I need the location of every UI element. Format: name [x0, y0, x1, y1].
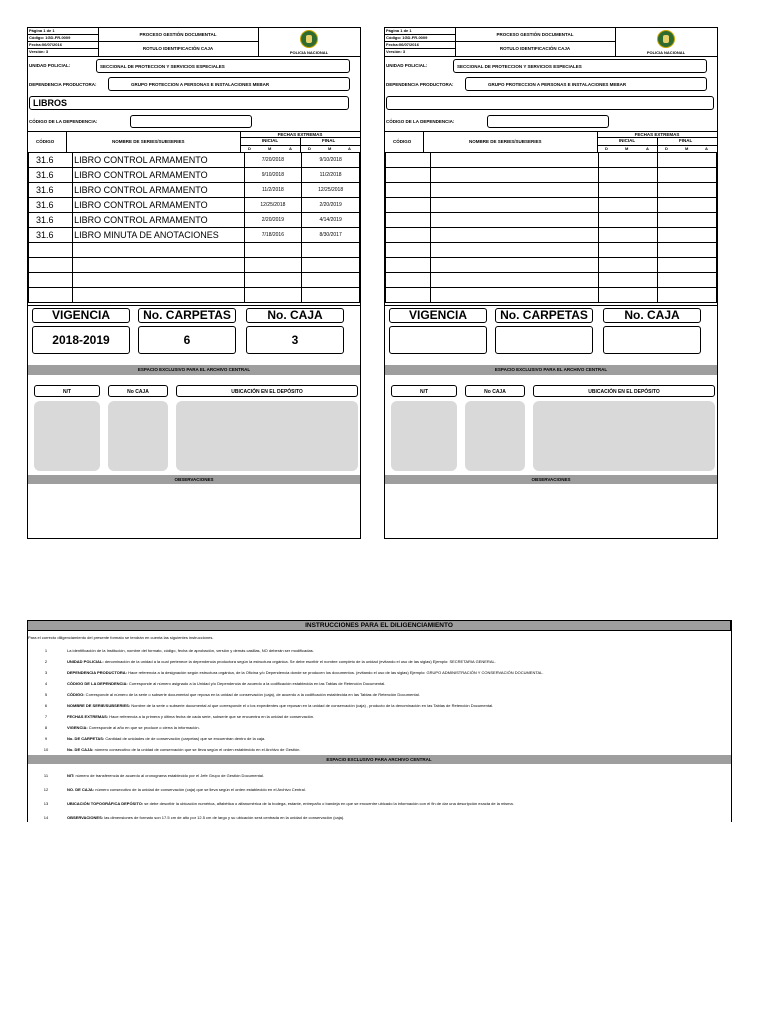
instruction-body: Cantidad de unidades de de conservación (carpetas) que se encuentran dentro de la caja.	[104, 736, 266, 741]
instruction-label: NO. DE CAJA:	[67, 787, 95, 792]
nocaja-value-box[interactable]	[465, 401, 525, 471]
dma-d: D	[308, 146, 311, 151]
unidad-field[interactable]	[96, 59, 350, 73]
instructions-intro: Para el correcto diligenciamiento del presente formato se tendrán en cuenta las siguientes instrucciones.	[28, 635, 214, 640]
instruction-text	[67, 670, 731, 675]
table-row	[29, 288, 360, 303]
row-codigo[interactable]	[386, 243, 431, 258]
col-inicial: INICIAL	[618, 138, 636, 143]
table-row	[386, 228, 717, 243]
instruction-body: Corresponde al número de la serie o subserie documental que reposa en la unidad de conservación (caja), de acuerdo a la codificación establecida en las Tablas de Retención Documental.	[84, 692, 420, 697]
instruction-label: No. DE CAJA:	[67, 747, 94, 752]
instructions-right-border	[731, 620, 732, 822]
table-row	[29, 228, 360, 243]
col-divider	[657, 138, 658, 152]
meta-page: Página 1 de 1	[385, 28, 455, 35]
nocaja-value-box[interactable]	[108, 401, 168, 471]
col-divider	[66, 132, 67, 152]
row-final[interactable]	[657, 153, 716, 168]
instruction-text	[67, 692, 731, 697]
instruction-body: Hace referencia a la primera y última fecha de cada serie, subserie que se encuentra en la unidad de conservación.	[108, 714, 315, 719]
police-seal-icon	[657, 30, 675, 48]
col-final: FINAL	[679, 138, 693, 143]
dma-d: D	[605, 146, 608, 151]
observaciones-bar: OBSERVACIONES	[385, 475, 717, 484]
instruction-text	[67, 801, 731, 806]
instruction-number: 10	[43, 747, 49, 752]
row-final[interactable]: 12/25/2018	[302, 183, 360, 198]
table-bottom-divider	[385, 305, 717, 306]
table-row	[29, 213, 360, 228]
ubicacion-value-box[interactable]	[533, 401, 715, 471]
col-nombre: NOMBRE DE SERIES/SUBSERIES	[112, 139, 185, 144]
dma-a: A	[646, 146, 649, 151]
row-nombre[interactable]: LIBRO CONTROL ARMAMENTO	[73, 168, 244, 183]
instruction-body: se debe describir la ubicación numérica, alfabética o alfanumérica de la bodega, estante, entrepaño o bandeja en que se encuentre ubicado la información con el fin de dar una descripción exacta de la misma.	[143, 801, 514, 806]
table-row	[386, 273, 717, 288]
form-meta	[385, 28, 456, 56]
row-codigo[interactable]	[386, 273, 431, 288]
instructions-section	[27, 620, 731, 822]
instruction-body: Hace referencia a la designación según estructura orgánica, de la Oficina y/o Dependencia donde se producen los documentos. (evitando el uso de las siglas) Ejemplo: GRUPO ADMINISTRACIÓN Y CONSERVACIÓN DOCUMENTAL.	[127, 670, 544, 675]
row-nombre[interactable]	[430, 273, 598, 288]
instruction-text	[67, 773, 731, 778]
row-final[interactable]	[657, 183, 716, 198]
ubicacion-label: UBICACIÓN EN EL DEPÓSITO	[588, 389, 660, 395]
row-final[interactable]: 4/14/2019	[302, 213, 360, 228]
vigencia-value[interactable]	[389, 326, 487, 354]
row-final[interactable]	[657, 243, 716, 258]
form-header	[385, 28, 717, 56]
table-row	[29, 273, 360, 288]
instruction-body: número consecutivo de la unidad de conservación (caja) que se lleva según el orden establecido en el Archivo Central.	[94, 787, 306, 792]
row-inicial[interactable]	[598, 228, 657, 243]
instruction-number: 6	[44, 703, 48, 708]
instruction-label: UBICACIÓN TOPOGRÁFICA DEPÓSITO:	[67, 801, 144, 806]
instruction-label: FECHAS EXTREMAS:	[67, 714, 109, 719]
nt-value-box[interactable]	[391, 401, 457, 471]
row-codigo[interactable]: 31.6	[29, 228, 73, 243]
instruction-text	[67, 736, 731, 741]
table-header	[28, 131, 360, 153]
table-row	[386, 183, 717, 198]
form-title: ROTULO IDENTIFICACIÓN CAJA	[142, 46, 214, 51]
logo-text: POLICIA NACIONAL	[646, 50, 686, 55]
instruction-label: UNIDAD POLICIAL:	[67, 659, 104, 664]
dependencia-value: GRUPO PROTECCION A PERSONAS E INSTALACIONES MEBAR	[131, 82, 270, 87]
logo-text: POLICIA NACIONAL	[289, 50, 329, 55]
instruction-number: 5	[44, 692, 48, 697]
series-table	[28, 152, 360, 303]
dependencia-field[interactable]	[465, 77, 707, 91]
row-final[interactable]: 2/20/2019	[302, 198, 360, 213]
form-titles	[98, 28, 259, 56]
row-nombre[interactable]	[430, 213, 598, 228]
row-codigo[interactable]	[386, 198, 431, 213]
label-form-right	[384, 27, 718, 539]
instruction-label: NIT:	[67, 773, 75, 778]
dma-m: M	[268, 146, 272, 151]
dma-a: A	[348, 146, 351, 151]
row-nombre[interactable]: LIBRO MINUTA DE ANOTACIONES	[73, 228, 244, 243]
row-inicial[interactable]	[598, 213, 657, 228]
row-final[interactable]: 9/10/2018	[302, 153, 360, 168]
dma-d: D	[248, 146, 251, 151]
instruction-number: 14	[43, 815, 49, 820]
instruction-text	[67, 681, 731, 686]
caja-label: No. CAJA	[603, 308, 701, 323]
instruction-number: 11	[43, 773, 49, 778]
row-codigo[interactable]	[386, 183, 431, 198]
row-final[interactable]	[302, 258, 360, 273]
codigo-dependencia-label: CÓDIGO DE LA DEPENDENCIA:	[29, 119, 98, 124]
row-codigo[interactable]: 31.6	[29, 153, 73, 168]
row-nombre[interactable]	[430, 228, 598, 243]
instruction-body: Corresponde al número asignado a la Unidad y/o Dependencia de acuerdo a la codificación establecida en las Tablas de Retención Documental.	[127, 681, 386, 686]
observaciones-area[interactable]	[385, 484, 717, 538]
instruction-number: 2	[44, 659, 48, 664]
header-divider	[385, 56, 717, 57]
codigo-dependencia-field[interactable]	[487, 115, 609, 128]
row-nombre[interactable]	[430, 288, 598, 303]
instruction-number: 12	[43, 787, 49, 792]
form-header	[28, 28, 360, 56]
row-codigo[interactable]	[386, 258, 431, 273]
series-table	[385, 152, 717, 303]
col-nombre: NOMBRE DE SERIES/SUBSERIES	[469, 139, 542, 144]
meta-version: Versión: 3	[386, 49, 406, 54]
row-inicial[interactable]	[244, 288, 302, 303]
instruction-number: 9	[44, 736, 48, 741]
row-nombre[interactable]	[73, 258, 244, 273]
row-final[interactable]	[302, 288, 360, 303]
instructions-left-border	[27, 620, 28, 822]
instruction-text	[67, 714, 731, 719]
caja-value[interactable]	[603, 326, 701, 354]
row-inicial[interactable]	[598, 153, 657, 168]
instruction-body: Nombre de la serie o subserie documental al que corresponde el o los expedientes que reposan en la unidad de conservación (caja) , producto de la denominación en las Tablas de Retención Documental.	[130, 703, 494, 708]
table-row	[29, 183, 360, 198]
instruction-label: NOMBRE DE SERIE/SUBSERIES:	[67, 703, 131, 708]
unidad-label: UNIDAD POLICIAL:	[29, 63, 71, 68]
row-inicial[interactable]	[598, 288, 657, 303]
nt-label: N/T	[419, 389, 429, 395]
col-codigo: CÓDIGO	[393, 139, 412, 144]
row-nombre[interactable]: LIBRO CONTROL ARMAMENTO	[73, 183, 244, 198]
row-codigo[interactable]	[29, 243, 73, 258]
row-codigo[interactable]	[386, 288, 431, 303]
row-nombre[interactable]	[430, 258, 598, 273]
col-inicial: INICIAL	[261, 138, 279, 143]
instruction-body: La identificación de la Institución, nombre del formato, código, fecha de aprobación, versión y demás casillas, NO deberán ser modificadas.	[67, 648, 314, 653]
instruction-text	[67, 787, 731, 792]
codigo-dependencia-label: CÓDIGO DE LA DEPENDENCIA:	[386, 119, 455, 124]
instruction-label: CÓDIGO DE LA DEPENDENCIA:	[67, 681, 128, 686]
table-row	[386, 168, 717, 183]
row-inicial[interactable]: 2/20/2019	[244, 213, 302, 228]
dma-d: D	[665, 146, 668, 151]
row-inicial[interactable]	[598, 183, 657, 198]
observaciones-area[interactable]	[28, 484, 360, 538]
instruction-text	[67, 815, 731, 820]
nocaja-label: No CAJA	[127, 389, 149, 395]
unidad-value: SECCIONAL DE PROTECCION Y SERVICIOS ESPECIALES	[457, 64, 582, 69]
row-nombre[interactable]	[430, 168, 598, 183]
dependencia-label: DEPENDENCIA PRODUCTORA:	[29, 82, 97, 87]
unidad-field[interactable]	[453, 59, 707, 73]
dependencia-value: GRUPO PROTECCION A PERSONAS E INSTALACIONES MEBAR	[488, 82, 627, 87]
meta-code: Código: 1GD-FR-0009	[385, 35, 455, 42]
row-nombre[interactable]: LIBRO CONTROL ARMAMENTO	[73, 153, 244, 168]
unidad-value: SECCIONAL DE PROTECCION Y SERVICIOS ESPECIALES	[100, 64, 225, 69]
row-nombre[interactable]	[73, 288, 244, 303]
row-codigo[interactable]: 31.6	[29, 183, 73, 198]
instruction-text	[67, 747, 731, 752]
row-inicial[interactable]	[244, 243, 302, 258]
row-final[interactable]: 8/30/2017	[302, 228, 360, 243]
process-title: PROCESO GESTIÓN DOCUMENTAL	[98, 28, 258, 42]
table-row	[29, 198, 360, 213]
table-bottom-divider	[28, 305, 360, 306]
carpetas-value[interactable]: 6	[138, 326, 236, 354]
row-final[interactable]	[657, 288, 716, 303]
caja-label: No. CAJA	[246, 308, 344, 323]
row-codigo[interactable]	[29, 258, 73, 273]
row-codigo[interactable]	[386, 228, 431, 243]
vigencia-label: VIGENCIA	[32, 308, 130, 323]
meta-date: Fecha:06/07/2016	[385, 42, 455, 49]
row-nombre[interactable]	[430, 198, 598, 213]
instruction-label: DEPENDENCIA PRODUCTORA:	[67, 670, 128, 675]
row-codigo[interactable]: 31.6	[29, 213, 73, 228]
row-codigo[interactable]	[29, 273, 73, 288]
row-final[interactable]	[657, 213, 716, 228]
dma-m: M	[685, 146, 689, 151]
ubicacion-field[interactable]	[176, 385, 358, 397]
carpetas-value[interactable]	[495, 326, 593, 354]
row-final[interactable]	[657, 168, 716, 183]
table-row	[29, 153, 360, 168]
row-codigo[interactable]	[386, 153, 431, 168]
row-inicial[interactable]: 7/18/2016	[244, 228, 302, 243]
instruction-number: 3	[44, 670, 48, 675]
col-codigo: CÓDIGO	[36, 139, 55, 144]
row-inicial[interactable]	[244, 258, 302, 273]
archivo-central-bar: ESPACIO EXCLUSIVO PARA EL ARCHIVO CENTRAL	[28, 365, 360, 375]
instruction-text	[67, 648, 731, 653]
instruction-body: denominación de la unidad a la cual pertenece la dependencia productora según la estructura orgánica. Se debe escribir el nombre completo de la unidad (evitando el uso de las siglas) Ejemplo: SECRETARIA GENERAL.	[103, 659, 496, 664]
row-codigo[interactable]	[29, 288, 73, 303]
archivo-central-bar: ESPACIO EXCLUSIVO PARA EL ARCHIVO CENTRAL	[385, 365, 717, 375]
series-title-field[interactable]	[386, 96, 714, 110]
row-inicial[interactable]	[244, 273, 302, 288]
codigo-dependencia-field[interactable]	[130, 115, 252, 128]
instruction-text	[67, 659, 731, 664]
header-divider	[28, 56, 360, 57]
table-row	[29, 243, 360, 258]
form-meta	[28, 28, 99, 56]
dma-m: M	[625, 146, 629, 151]
row-final[interactable]: 11/2/2018	[302, 168, 360, 183]
row-nombre[interactable]	[73, 243, 244, 258]
row-codigo[interactable]	[386, 168, 431, 183]
instruction-label: VIGENCIA:	[67, 725, 88, 730]
carpetas-label: No. CARPETAS	[495, 308, 593, 323]
row-nombre[interactable]: LIBRO CONTROL ARMAMENTO	[73, 213, 244, 228]
dependencia-field[interactable]	[108, 77, 350, 91]
col-fechas: FECHAS EXTREMAS	[277, 132, 323, 137]
instructions-archivo-central-bar: ESPACIO EXCLUSIVO PARA ARCHIVO CENTRAL	[27, 755, 731, 764]
table-row	[29, 168, 360, 183]
row-codigo[interactable]: 31.6	[29, 198, 73, 213]
instruction-text	[67, 703, 731, 708]
table-row	[29, 258, 360, 273]
instruction-body: Corresponde al año en que se produce o cierra la información.	[87, 725, 200, 730]
row-nombre[interactable]: LIBRO CONTROL ARMAMENTO	[73, 198, 244, 213]
row-codigo[interactable]: 31.6	[29, 168, 73, 183]
nt-value-box[interactable]	[34, 401, 100, 471]
ubicacion-field[interactable]	[533, 385, 715, 397]
meta-page: Página 1 de 1	[28, 28, 98, 35]
carpetas-label: No. CARPETAS	[138, 308, 236, 323]
row-final[interactable]	[657, 273, 716, 288]
row-nombre[interactable]	[430, 153, 598, 168]
table-row	[386, 258, 717, 273]
vigencia-value[interactable]: 2018-2019	[32, 326, 130, 354]
row-inicial[interactable]	[598, 168, 657, 183]
nt-field[interactable]	[391, 385, 457, 397]
table-row	[386, 288, 717, 303]
instruction-number: 1	[44, 648, 48, 653]
nocaja-label: No CAJA	[484, 389, 506, 395]
nocaja-field[interactable]	[108, 385, 168, 397]
table-row	[386, 153, 717, 168]
dma-m: M	[328, 146, 332, 151]
police-logo	[258, 28, 360, 56]
instruction-number: 4	[44, 681, 48, 686]
caja-value[interactable]: 3	[246, 326, 344, 354]
instruction-body: número consecutivo de la unidad de conservación que se lleva según el orden establecido en el Archivo de Gestión.	[93, 747, 301, 752]
dma-a: A	[705, 146, 708, 151]
row-codigo[interactable]	[386, 213, 431, 228]
table-row	[386, 213, 717, 228]
meta-version: Versión: 3	[29, 49, 49, 54]
row-inicial[interactable]: 7/20/2018	[244, 153, 302, 168]
row-inicial[interactable]	[598, 198, 657, 213]
observaciones-bar: OBSERVACIONES	[28, 475, 360, 484]
row-nombre[interactable]	[73, 273, 244, 288]
nocaja-field[interactable]	[465, 385, 525, 397]
col-final: FINAL	[322, 138, 336, 143]
row-final[interactable]	[657, 198, 716, 213]
row-inicial[interactable]: 11/2/2018	[244, 183, 302, 198]
instruction-number: 8	[44, 725, 48, 730]
unidad-label: UNIDAD POLICIAL:	[386, 63, 428, 68]
instructions-title: INSTRUCCIONES PARA EL DILIGENCIAMIENTO	[27, 620, 731, 631]
row-inicial[interactable]	[598, 243, 657, 258]
instruction-number: 13	[43, 801, 49, 806]
dma-a: A	[289, 146, 292, 151]
instruction-body: las dimensiones de formato son 17.5 cm de alto por 12.5 cm de largo y su ubicación será centrada en la unidad de conservación (caja).	[103, 815, 345, 820]
row-final[interactable]	[657, 258, 716, 273]
instruction-text	[67, 725, 731, 730]
row-final[interactable]	[302, 243, 360, 258]
vigencia-label: VIGENCIA	[389, 308, 487, 323]
col-divider	[300, 138, 301, 152]
ubicacion-label: UBICACIÓN EN EL DEPÓSITO	[231, 389, 303, 395]
label-form-left	[27, 27, 361, 539]
row-inicial[interactable]	[598, 273, 657, 288]
process-title: PROCESO GESTIÓN DOCUMENTAL	[455, 28, 615, 42]
row-nombre[interactable]	[430, 243, 598, 258]
instruction-body: número de transferencia de acuerdo al cronograma establecido por el Jefe Grupo de Gestión Documental.	[74, 773, 265, 778]
meta-date: Fecha:06/07/2016	[28, 42, 98, 49]
table-row	[386, 243, 717, 258]
col-divider	[423, 132, 424, 152]
form-title: ROTULO IDENTIFICACIÓN CAJA	[499, 46, 571, 51]
table-header	[385, 131, 717, 153]
ubicacion-value-box[interactable]	[176, 401, 358, 471]
form-titles	[455, 28, 616, 56]
series-title: LIBROS	[33, 98, 68, 108]
row-nombre[interactable]	[430, 183, 598, 198]
row-final[interactable]	[302, 273, 360, 288]
meta-code: Código: 1GD-FR-0009	[28, 35, 98, 42]
instruction-label: OBSERVACIONES:	[67, 815, 104, 820]
police-seal-icon	[300, 30, 318, 48]
instruction-label: No. DE CARPETAS:	[67, 736, 105, 741]
row-inicial[interactable]: 9/10/2018	[244, 168, 302, 183]
dependencia-label: DEPENDENCIA PRODUCTORA:	[386, 82, 454, 87]
row-inicial[interactable]	[598, 258, 657, 273]
instruction-number: 7	[44, 714, 48, 719]
row-inicial[interactable]: 12/25/2018	[244, 198, 302, 213]
series-title-field[interactable]	[29, 96, 349, 110]
nt-field[interactable]	[34, 385, 100, 397]
col-fechas: FECHAS EXTREMAS	[634, 132, 680, 137]
row-final[interactable]	[657, 228, 716, 243]
nt-label: N/T	[62, 389, 72, 395]
table-row	[386, 198, 717, 213]
instruction-label: CÓDIGO:	[67, 692, 85, 697]
police-logo	[615, 28, 717, 56]
